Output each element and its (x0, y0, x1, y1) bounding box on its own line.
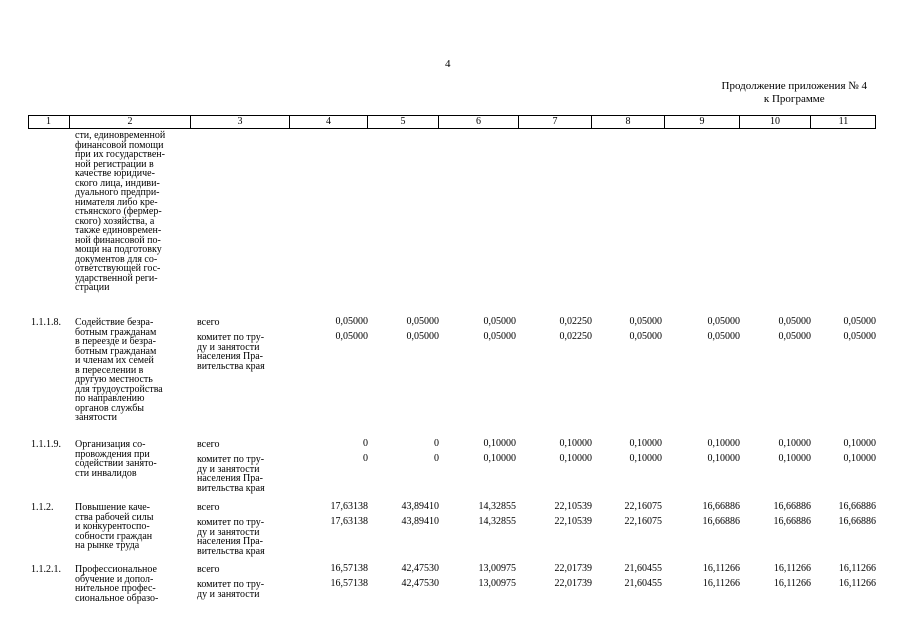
value-cell: 0,05000 (483, 331, 516, 342)
value-cell: 0,10000 (707, 438, 740, 449)
value-cell: 0,10000 (629, 453, 662, 464)
header-cell-11: 11 (838, 116, 849, 127)
value-cell: 0,05000 (406, 331, 439, 342)
value-cell: 0 (434, 453, 439, 464)
value-cell: 16,57138 (330, 578, 368, 589)
value-cell: 16,66886 (838, 516, 876, 527)
value-cell: 0,05000 (629, 331, 662, 342)
line-label: всего (197, 317, 220, 328)
value-cell: 22,16075 (624, 516, 662, 527)
continuation-line-1: Продолжение приложения № 4 (721, 80, 867, 92)
continuation-line-2: к Программе (763, 93, 825, 105)
row-name: Организация со- провождения при содействии занято- сти инвалидов (75, 439, 157, 479)
value-cell: 16,57138 (330, 563, 368, 574)
line-label: комитет по тру- ду и занятости населения Пра- вительства края (197, 454, 265, 494)
header-cell-4: 4 (290, 116, 368, 128)
value-cell: 16,11266 (702, 578, 740, 589)
header-cell-10: 10 (740, 116, 811, 128)
line-label: комитет по тру- ду и занятости населения Пра- вительства края (197, 332, 265, 372)
line-label: всего (197, 564, 220, 575)
value-cell: 43,89410 (401, 501, 439, 512)
value-cell: 13,00975 (478, 563, 516, 574)
value-cell: 0 (434, 438, 439, 449)
value-cell: 0,05000 (335, 331, 368, 342)
row-name: сти, единовременной финансовой помощи при их государствен- ной регистрации в качестве юридиче- ского лица, индиви- дуального предпри- нимателя либо кре- стьянского (фермер- ского) хозяйства, а также единовремен- ной финансовой по- мощи на подготовку документов для со- ответствующей гос- ударственной реги- страции (75, 130, 166, 293)
value-cell: 0,10000 (707, 453, 740, 464)
row-name: Профессиональное обучение и допол- нительное профес- сиональное образо- (75, 564, 159, 604)
value-cell: 0,02250 (559, 316, 592, 327)
row-code: 1.1.2.1. (31, 564, 61, 575)
value-cell: 0,05000 (406, 316, 439, 327)
row-code: 1.1.2. (31, 502, 54, 513)
header-cell-3: 3 (191, 116, 290, 128)
value-cell: 16,11266 (838, 563, 876, 574)
value-cell: 16,66886 (773, 501, 811, 512)
page-number: 4 (445, 58, 451, 70)
header-cell-2: 2 (70, 116, 191, 128)
value-cell: 16,11266 (838, 578, 876, 589)
continuation-heading (722, 80, 867, 106)
header-cell-5: 5 (368, 116, 439, 128)
header-cell-9: 9 (665, 116, 740, 128)
value-cell: 16,11266 (773, 563, 811, 574)
value-cell: 0,05000 (483, 316, 516, 327)
value-cell: 16,11266 (702, 563, 740, 574)
value-cell: 42,47530 (401, 578, 439, 589)
header-cell-7: 7 (519, 116, 592, 128)
value-cell: 0,10000 (778, 438, 811, 449)
value-cell: 0,05000 (778, 316, 811, 327)
value-cell: 0,10000 (483, 453, 516, 464)
value-cell: 0,05000 (707, 316, 740, 327)
line-label: всего (197, 502, 220, 513)
value-cell: 17,63138 (330, 501, 368, 512)
line-label: всего (197, 439, 220, 450)
value-cell: 0,05000 (629, 316, 662, 327)
value-cell: 0,05000 (843, 316, 876, 327)
value-cell: 21,60455 (624, 578, 662, 589)
value-cell: 16,66886 (702, 501, 740, 512)
value-cell: 0,05000 (843, 331, 876, 342)
row-name: Содействие безра- ботным гражданам в переезде и безра- ботным гражданам и членам их семей в переселении в другую местность для трудоустройства по направлению органов службы занятости (75, 317, 163, 423)
value-cell: 16,11266 (773, 578, 811, 589)
value-cell: 0,10000 (843, 453, 876, 464)
value-cell: 0,10000 (843, 438, 876, 449)
value-cell: 16,66886 (702, 516, 740, 527)
value-cell: 22,01739 (554, 563, 592, 574)
value-cell: 0,02250 (559, 331, 592, 342)
value-cell: 22,10539 (554, 501, 592, 512)
value-cell: 0,05000 (707, 331, 740, 342)
row-code: 1.1.1.8. (31, 317, 61, 328)
header-cell-6: 6 (439, 116, 519, 128)
value-cell: 14,32855 (478, 501, 516, 512)
value-cell: 0 (363, 438, 368, 449)
line-label: комитет по тру- ду и занятости (197, 579, 265, 600)
value-cell: 16,66886 (838, 501, 876, 512)
value-cell: 22,16075 (624, 501, 662, 512)
row-name: Повышение каче- ства рабочей силы и конкурентоспо- собности граждан на рынке труда (75, 502, 154, 551)
value-cell: 0,10000 (778, 453, 811, 464)
value-cell: 0,10000 (483, 438, 516, 449)
value-cell: 0,10000 (559, 438, 592, 449)
value-cell: 22,01739 (554, 578, 592, 589)
row-code: 1.1.1.9. (31, 439, 61, 450)
value-cell: 13,00975 (478, 578, 516, 589)
value-cell: 42,47530 (401, 563, 439, 574)
value-cell: 0,10000 (629, 438, 662, 449)
value-cell: 22,10539 (554, 516, 592, 527)
value-cell: 17,63138 (330, 516, 368, 527)
table-header-row (28, 115, 876, 129)
value-cell: 0,05000 (778, 331, 811, 342)
value-cell: 0,10000 (559, 453, 592, 464)
header-cell-1: 1 (28, 116, 70, 128)
line-label: комитет по тру- ду и занятости населения Пра- вительства края (197, 517, 265, 557)
value-cell: 21,60455 (624, 563, 662, 574)
value-cell: 0 (363, 453, 368, 464)
value-cell: 16,66886 (773, 516, 811, 527)
value-cell: 14,32855 (478, 516, 516, 527)
value-cell: 43,89410 (401, 516, 439, 527)
header-cell-8: 8 (592, 116, 665, 128)
value-cell: 0,05000 (335, 316, 368, 327)
